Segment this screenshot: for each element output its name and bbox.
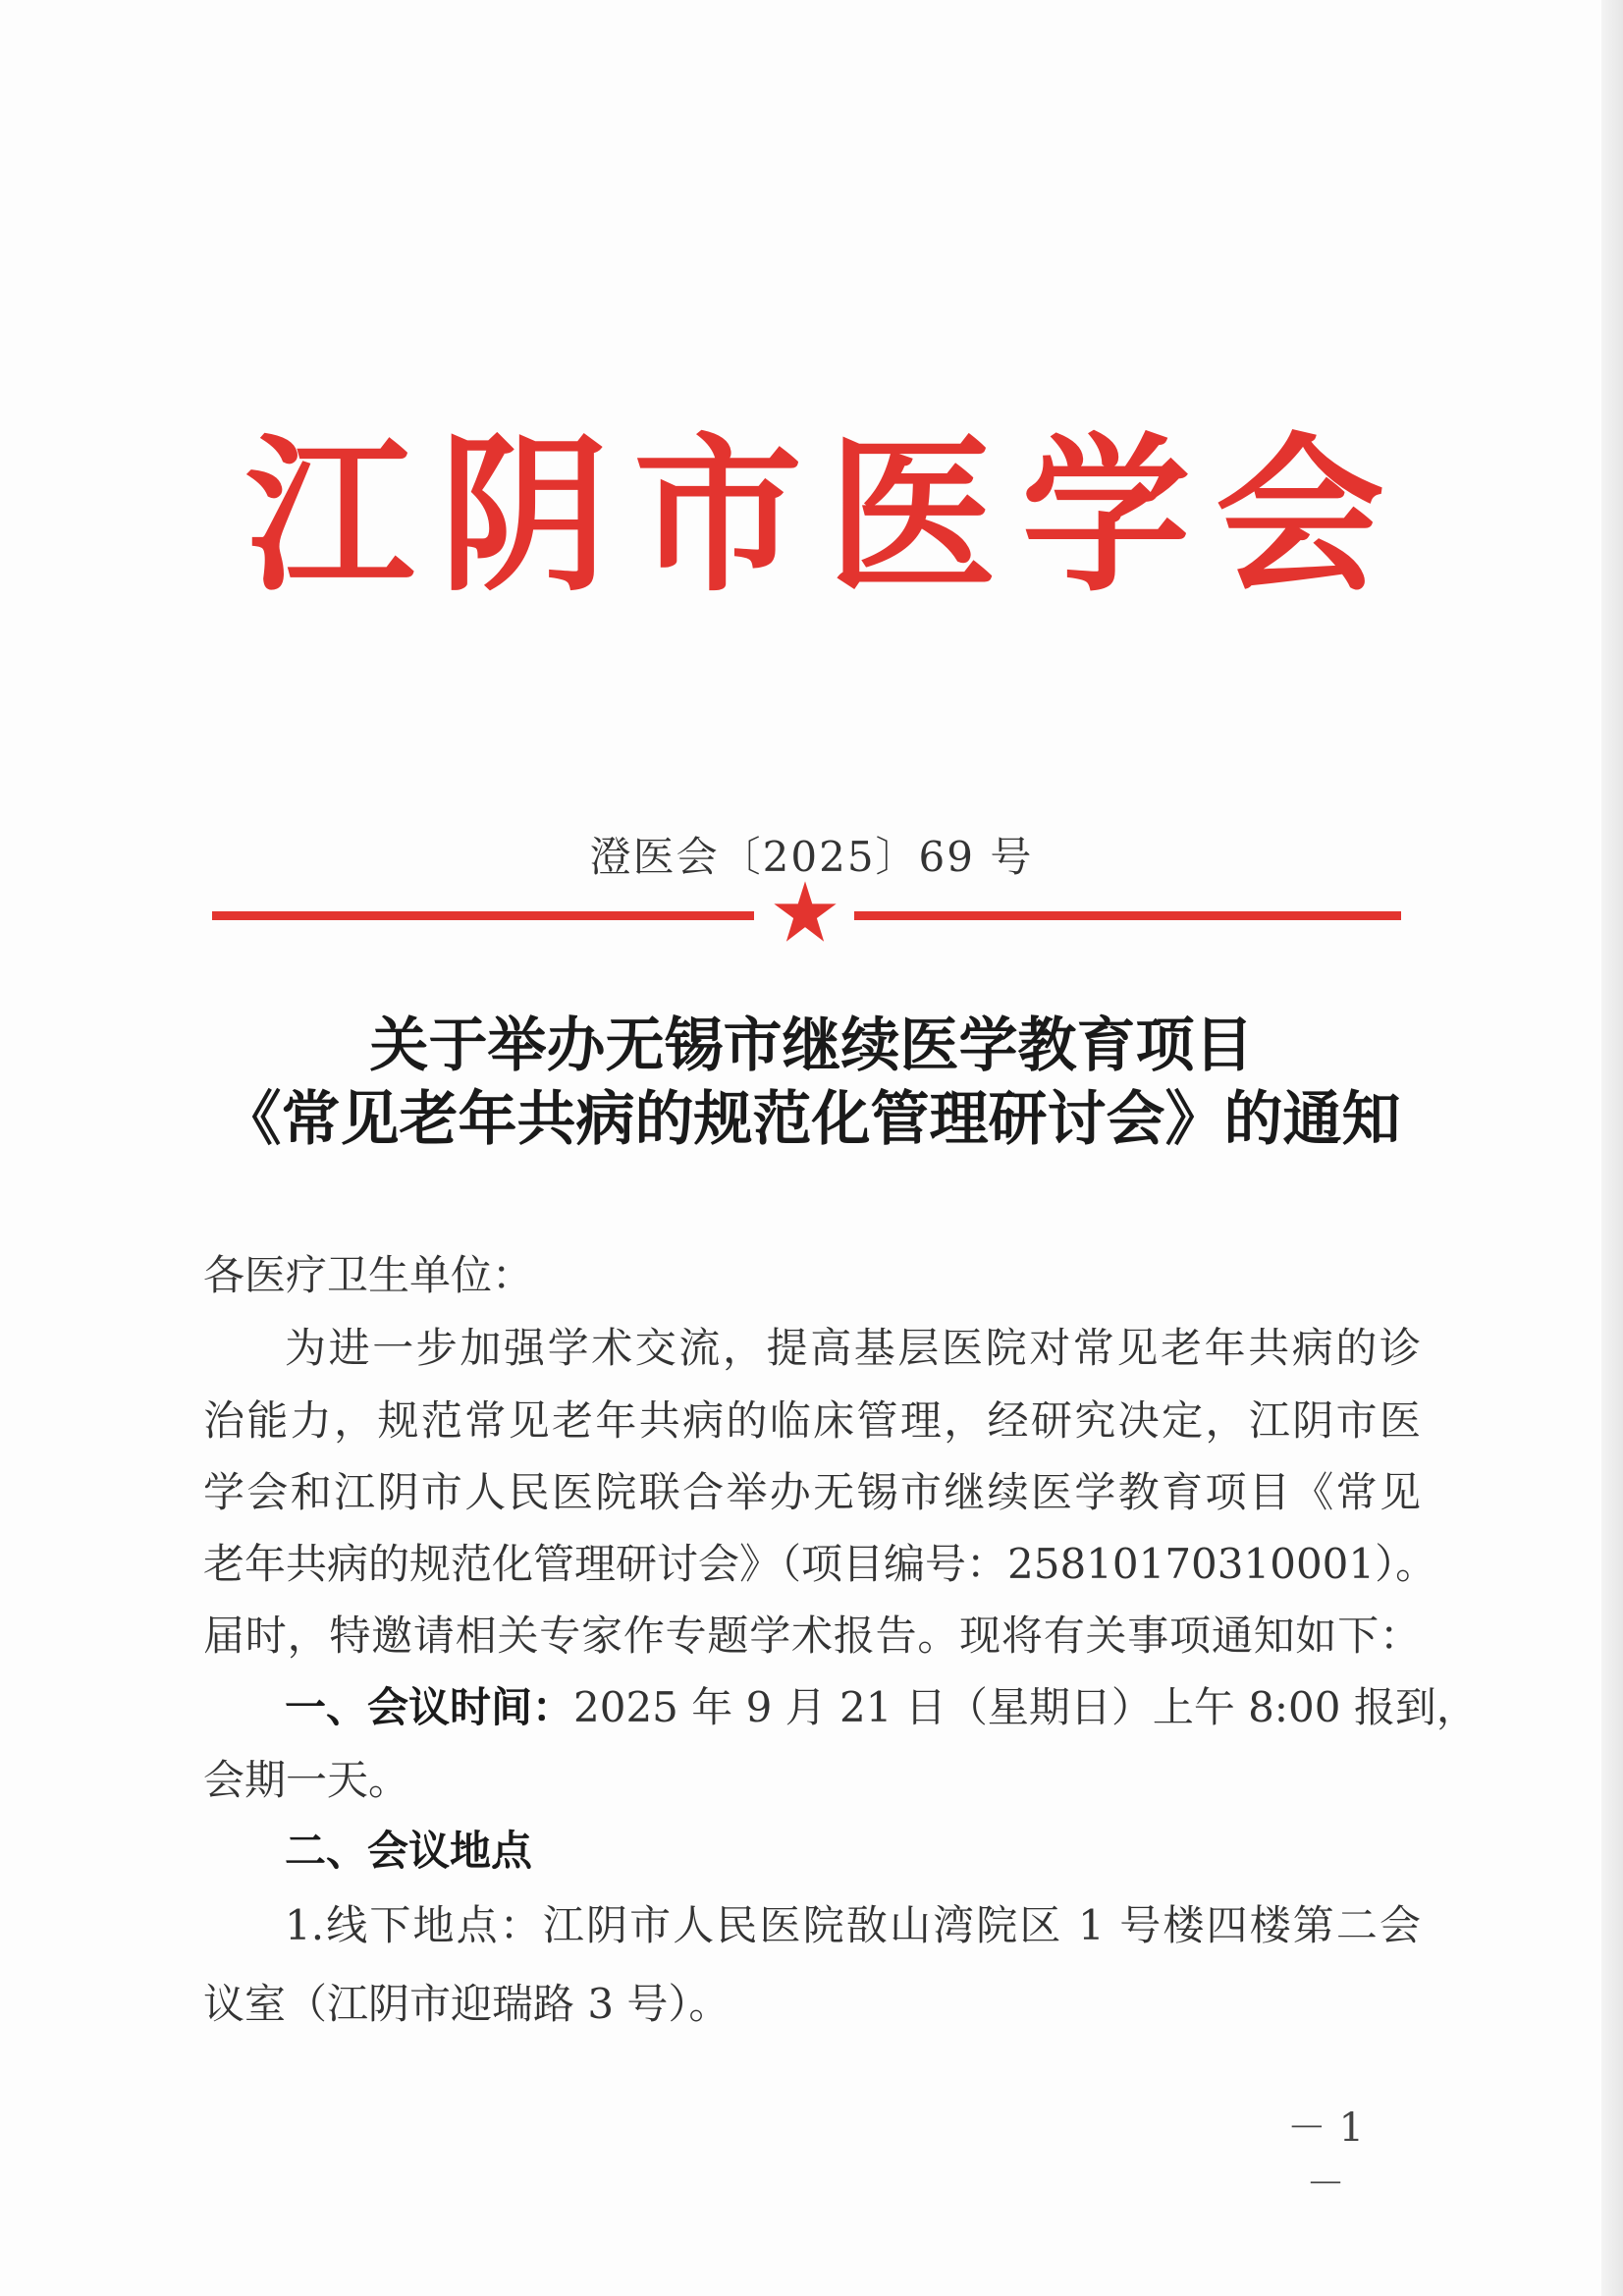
paragraph-line: 学会和江阴市人民医院联合举办无锡市继续医学教育项目《常见 bbox=[203, 1468, 1421, 1516]
location-line: 议室（江阴市迎瑞路 3 号）。 bbox=[203, 1980, 730, 2028]
meeting-time-text: 2025 年 9 月 21 日（星期日）上午 8:00 报到， bbox=[573, 1683, 1478, 1731]
section-meeting-time bbox=[285, 1683, 1478, 1731]
notice-title-line-1: 关于举办无锡市继续医学教育项目 bbox=[369, 1011, 1254, 1080]
salutation: 各医疗卫生单位： bbox=[203, 1251, 534, 1299]
paragraph-line: 老年共病的规范化管理研讨会》（项目编号：25810170310001）。 bbox=[203, 1540, 1437, 1588]
paragraph-line: 治能力，规范常见老年共病的临床管理，经研究决定，江阴市医 bbox=[203, 1396, 1421, 1445]
section-label: 一、会议时间： bbox=[285, 1683, 574, 1731]
header-char-5: 学 bbox=[1021, 415, 1191, 615]
separator-line-right bbox=[854, 911, 1401, 920]
organization-header bbox=[245, 417, 1384, 614]
meeting-duration: 会期一天。 bbox=[203, 1756, 410, 1804]
header-char-4: 医 bbox=[827, 415, 997, 615]
header-char-2: 阴 bbox=[439, 415, 609, 615]
header-char-3: 市 bbox=[633, 415, 803, 615]
notice-title-line-2: 《常见老年共病的规范化管理研讨会》的通知 bbox=[222, 1085, 1401, 1154]
header-char-1: 江 bbox=[245, 415, 414, 615]
red-star-icon bbox=[773, 880, 838, 945]
section-meeting-location: 二、会议地点 bbox=[285, 1827, 533, 1875]
page-number: － 1 － bbox=[1286, 2105, 1365, 2207]
location-line: 1.线下地点：江阴市人民医院敔山湾院区 1 号楼四楼第二会 bbox=[285, 1901, 1421, 1949]
header-char-6: 会 bbox=[1215, 415, 1384, 615]
separator-line-left bbox=[212, 911, 754, 920]
document-number: 澄医会〔2025〕69 号 bbox=[589, 833, 1034, 881]
paragraph-line: 为进一步加强学术交流，提高基层医院对常见老年共病的诊 bbox=[285, 1324, 1421, 1372]
paragraph-line: 届时，特邀请相关专家作专题学术报告。现将有关事项通知如下： bbox=[203, 1612, 1421, 1660]
